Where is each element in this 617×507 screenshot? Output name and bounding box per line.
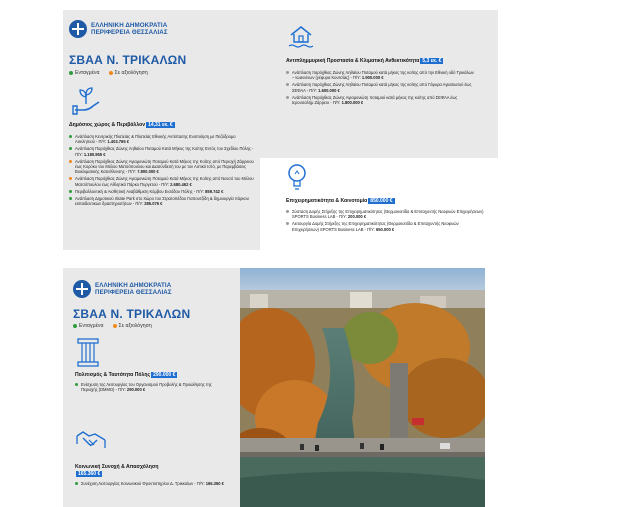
flood-house-icon bbox=[286, 21, 316, 51]
list-item bbox=[69, 189, 254, 194]
handshake-icon bbox=[75, 426, 107, 454]
flood-badge: 5,3 εκ. € bbox=[422, 58, 442, 64]
item-text: Συνέχιση Λειτουργίας Κοινωνικού Φροντιστηρίου Δ. Τρικκαίων - Π/Υ: bbox=[81, 481, 206, 486]
list-item bbox=[75, 382, 225, 392]
item-text: Ανάπλαση παρόχθιας Ζώνης Ληθαίου Ποταμού κατά μήκος της κοίτης από την Εθνική οδό Τρικάλων – Ιωαννίνων (γέφυρα Κουτσίας) - Π/Υ: bbox=[292, 70, 474, 81]
item-text: Περιβαλλοντική & Αισθητική Αναβάθμιση Κόμβου Εισόδου Πόλης - Π/Υ: bbox=[75, 188, 206, 194]
list-item bbox=[69, 134, 254, 144]
legend-evaluating: Σε αξιολόγηση bbox=[113, 323, 152, 329]
flood-list bbox=[286, 70, 476, 107]
city-river-photo bbox=[240, 268, 485, 507]
top-left-panel bbox=[63, 10, 260, 250]
item-amount: 7.800.000 € bbox=[137, 169, 159, 175]
culture-title: Πολιτισμός & Ταυτότητα Πόλης 290.000 € bbox=[75, 372, 176, 378]
item-text: Λειτουργία Δομής Στήριξης της Επιχειρηματικότητας (Θερμοκοιτίδα & Επιταχυντής Νεοφυών Επιχειρήσεων) SPORTS Business LAB - Π/Υ: bbox=[292, 221, 459, 232]
list-item bbox=[69, 176, 254, 186]
coat-of-arms-icon bbox=[73, 280, 91, 298]
entrepreneurship-badge: 850.000 € bbox=[370, 198, 393, 204]
status-dot bbox=[286, 222, 289, 225]
top-right-panel-upper bbox=[260, 10, 498, 158]
status-dot bbox=[69, 160, 72, 163]
flood-title: Αντιπλημμυρική Προστασία & Κλιματική Ανθεκτικότητα 5,3 εκ. € bbox=[286, 58, 442, 64]
legend-bottom bbox=[73, 323, 152, 329]
bottom-left-panel bbox=[63, 268, 240, 507]
item-amount: 285.076 € bbox=[144, 201, 163, 207]
item-text: Ενίσχυση της Λειτουργίας του Οργανισμού Προβολής & Προώθησης της Περιοχής (DMMO) - Π/Υ: bbox=[81, 382, 212, 393]
status-dot bbox=[286, 96, 289, 99]
item-amount: 650.000 € bbox=[375, 226, 395, 232]
culture-badge: 290.000 € bbox=[153, 372, 176, 378]
status-dot bbox=[69, 135, 72, 138]
legend bbox=[69, 70, 148, 76]
status-dot bbox=[69, 177, 72, 180]
logo-line2: ΠΕΡΙΦΕΡΕΙΑ ΘΕΣΣΑΛΙΑΣ bbox=[91, 29, 168, 36]
entrepreneurship-title: Επιχειρηματικότητα & Καινοτομία 850.000 € bbox=[286, 198, 393, 204]
item-amount: 1.180.955 € bbox=[83, 151, 106, 157]
item-text: Ανάπλαση Παρόχθιας Ζώνης Ληθαίου Ποταμού Κατά Μήκος της Κοίτης Εντός του Σχεδίου Πόλης - Π/Υ: bbox=[75, 146, 254, 157]
status-dot bbox=[286, 71, 289, 74]
column-icon bbox=[75, 336, 101, 368]
list-item bbox=[75, 481, 225, 486]
item-text: Ανάπλαση Κεντρικής Πλατείας & Πλατείας Εθνικής Αντίστασης Ενοποίηση με Πεζόδρομο Ασκληπιού - Π/Υ: bbox=[75, 134, 236, 145]
status-dot bbox=[69, 197, 72, 200]
public-space-list bbox=[69, 134, 254, 208]
item-text: Σύσταση Δομής Στήριξης της Επιχειρηματικότητας (Θερμοκοιτίδα & Επιταχυντής Νεοφυών Επιχειρήσεων) SPORTS Business LAB - Π/Υ: bbox=[292, 209, 484, 220]
item-amount: 859.742 € bbox=[205, 188, 224, 194]
item-text: Ανάπλαση Δημοτικού Skate Park στο Χώρο του Στρατοπέδου Γιαπουτζίδη & δημιουργία πάρκου εκπαιδευτικών δραστηριοτήτων - Π/Υ: bbox=[75, 196, 249, 207]
entrepreneurship-list bbox=[286, 209, 486, 234]
list-item bbox=[286, 95, 476, 105]
region-logo-bottom bbox=[73, 280, 172, 298]
status-dot bbox=[286, 83, 289, 86]
logo-line2: ΠΕΡΙΦΕΡΕΙΑ ΘΕΣΣΑΛΙΑΣ bbox=[95, 289, 172, 296]
item-amount: 2.680.462 € bbox=[170, 181, 192, 187]
item-amount: 200.000 € bbox=[347, 214, 367, 220]
lightbulb-icon bbox=[286, 162, 308, 192]
list-item bbox=[286, 82, 476, 92]
item-text: Ανάπλαση παρόχθιας Ζώνης Ληθαίου Ποταμού κατά μήκος της κοίτης από Γέφυρα Αγιασιωτού έως ΣΕΦΑΑ - Π/Υ: bbox=[292, 82, 472, 93]
legend-integrated: Ενταγμένα bbox=[73, 323, 104, 329]
list-item bbox=[69, 196, 254, 206]
logo-line1: ΕΛΛΗΝΙΚΗ ΔΗΜΟΚΡΑΤΙΑ bbox=[91, 22, 168, 29]
public-space-badge: 14,31 εκ. € bbox=[148, 122, 173, 128]
top-right-panel-lower bbox=[260, 158, 498, 250]
list-item bbox=[286, 221, 486, 231]
item-amount: 290.000 € bbox=[126, 387, 146, 393]
item-text: Ανάπλαση Παρόχθιας Ζώνης Αγιαμονιώτη ποταμού κατά μήκος της κοίτης από ΣΕΦΑΑ έως Ιερουσαλήμ Ζάρρειο - Π/Υ: bbox=[292, 94, 458, 106]
logo-line1: ΕΛΛΗΝΙΚΗ ΔΗΜΟΚΡΑΤΙΑ bbox=[95, 282, 172, 289]
region-logo bbox=[69, 20, 168, 38]
item-amount: 1.900.000 € bbox=[361, 75, 384, 81]
page-title: ΣΒΑΑ Ν. ΤΡΙΚΑΛΩΝ bbox=[69, 53, 187, 67]
status-dot bbox=[69, 147, 72, 150]
item-amount: 1.800.000 € bbox=[341, 100, 364, 106]
legend-integrated: Ενταγμένα bbox=[69, 70, 100, 76]
coat-of-arms-icon bbox=[69, 20, 87, 38]
legend-evaluating: Σε αξιολόγηση bbox=[109, 70, 148, 76]
page-title-bottom: ΣΒΑΑ Ν. ΤΡΙΚΑΛΩΝ bbox=[73, 307, 191, 321]
list-item bbox=[286, 209, 486, 219]
culture-list bbox=[75, 382, 225, 394]
status-dot bbox=[75, 482, 78, 485]
social-badge: 165.360 € bbox=[78, 470, 101, 477]
item-text: Ανάπλαση Παρόχθιας Ζώνης Αγιαμονιώτη Ποταμού Κατά Μήκος της Κοίτης από Νεοσό του Μύλου Ματσόπουλου έως Αθλητικό Πάρκο Πυργετού - Π/Υ: bbox=[75, 176, 254, 187]
item-amount: 1.600.000 € bbox=[318, 87, 340, 93]
list-item bbox=[69, 159, 254, 175]
status-dot bbox=[286, 210, 289, 213]
hand-plant-icon bbox=[69, 84, 103, 118]
item-amount: 1.403.765 € bbox=[107, 139, 130, 145]
status-dot bbox=[75, 383, 78, 386]
item-text: Ανάπλαση Παρόχθιας Ζώνης Αγιαμονιώτη Ποταμού Κατά Μήκος της Κοίτης από Περιοχή Ζάρρειου έως Κορόκο του Μύλου Ματσόπουλου και Διασύνδεσή του με τον Αστικό Ιστό, με Παρεμβάσεις Βιοκλιματικής Κατεύθυνσης - Π/Υ: bbox=[75, 158, 254, 175]
list-item bbox=[286, 70, 476, 80]
status-dot bbox=[69, 190, 72, 193]
social-list bbox=[75, 481, 225, 488]
public-space-title: Δημόσιος χώρος & Περιβάλλον 14,31 εκ. € bbox=[69, 122, 173, 128]
list-item bbox=[69, 146, 254, 156]
item-amount: 165.360 € bbox=[205, 481, 224, 486]
social-title: Κοινωνική Συνοχή & Απασχόληση165.360 € bbox=[75, 464, 159, 477]
